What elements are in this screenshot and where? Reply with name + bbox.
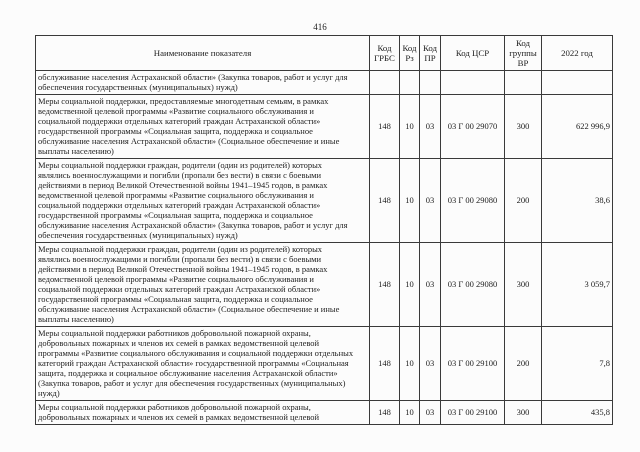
vr-code-cell: 300 [505,243,542,327]
csr-code-cell: 03 Г 00 29070 [441,95,505,159]
indicator-name-cell: Меры социальной поддержки работников добровольной пожарной охраны, добровольных пожарных и членов их семей в рамках ведомственной целевой программы «Развитие социального обслуживания и социальной поддержки отдельных категорий граждан Астраханской области» государственной программы «Социальная защита, поддержка и социальное обслуживание населения Астраханской области» (Закупка товаров, работ и услуг для обеспечения государственных (муниципальных) нужд) [36,327,370,401]
indicator-name-cell: Меры социальной поддержки, предоставляемые многодетным семьям, в рамках ведомственной целевой программы «Развитие социального обслуживания и социальной поддержки отдельных категорий граждан Астраханской области» государственной программы «Социальная защита, поддержка и социальное обслуживание населения Астраханской области» (Социальное обеспечение и иные выплаты населению) [36,95,370,159]
table-row [36,95,613,159]
rz-code-cell: 10 [400,401,420,425]
header-vr-group-code: Код группы ВР [505,36,542,71]
vr-code-cell: 300 [505,95,542,159]
header-grbs-code: Код ГРБС [370,36,400,71]
csr-code-cell: 03 Г 00 29100 [441,327,505,401]
grbs-code-cell: 148 [370,243,400,327]
header-year-2022: 2022 год [542,36,613,71]
vr-code-cell: 300 [505,401,542,425]
table-row [36,243,613,327]
header-csr-code: Код ЦСР [441,36,505,71]
header-rz-code: Код Рз [400,36,420,71]
rz-code-cell: 10 [400,327,420,401]
pr-code-cell: 03 [420,327,441,401]
csr-code-cell [441,71,505,95]
indicator-name-cell: Меры социальной поддержки работников добровольной пожарной охраны, добровольных пожарных и членов их семей в рамках ведомственной целевой [36,401,370,425]
indicator-name-cell: Меры социальной поддержки граждан, родители (один из родителей) которых являлись военнослужащими и погибли (пропали без вести) в связи с боевыми действиями в период Великой Отечественной войны 1941–1945 годов, в рамках ведомственной целевой программы «Развитие социального обслуживания и социальной поддержки отдельных категорий граждан Астраханской области» государственной программы «Социальная защита, поддержка и социальное обслуживание населения Астраханской области» (Закупка товаров, работ и услуг для обеспечения государственных (муниципальных) нужд) [36,159,370,243]
rz-code-cell: 10 [400,159,420,243]
pr-code-cell: 03 [420,401,441,425]
grbs-code-cell: 148 [370,159,400,243]
table-row [36,401,613,425]
csr-code-cell: 03 Г 00 29080 [441,159,505,243]
pr-code-cell: 03 [420,243,441,327]
table-row [36,159,613,243]
table-row [36,327,613,401]
grbs-code-cell: 148 [370,401,400,425]
grbs-code-cell [370,71,400,95]
csr-code-cell: 03 Г 00 29100 [441,401,505,425]
table-row [36,71,613,95]
indicator-name-cell: Меры социальной поддержки граждан, родители (один из родителей) которых являлись военнослужащими и погибли (пропали без вести) в связи с боевыми действиями в период Великой Отечественной войны 1941–1945 годов, в рамках ведомственной целевой программы «Развитие социального обслуживания и социальной поддержки отдельных категорий граждан Астраханской области» государственной программы «Социальная защита, поддержка и социальное обслуживание населения Астраханской области» (Социальное обеспечение и иные выплаты населению) [36,243,370,327]
amount-2022-cell [542,71,613,95]
vr-code-cell [505,71,542,95]
vr-code-cell: 200 [505,327,542,401]
amount-2022-cell: 7,8 [542,327,613,401]
grbs-code-cell: 148 [370,327,400,401]
rz-code-cell: 10 [400,243,420,327]
header-pr-code: Код ПР [420,36,441,71]
indicator-name-cell: обслуживание населения Астраханской области» (Закупка товаров, работ и услуг для обеспечения государственных (муниципальных) нужд) [36,71,370,95]
pr-code-cell: 03 [420,95,441,159]
pr-code-cell [420,71,441,95]
amount-2022-cell: 38,6 [542,159,613,243]
amount-2022-cell: 3 059,7 [542,243,613,327]
table-header-row [36,36,613,71]
amount-2022-cell: 622 996,9 [542,95,613,159]
header-indicator-name: Наименование показателя [36,36,370,71]
csr-code-cell: 03 Г 00 29080 [441,243,505,327]
budget-table [35,35,613,425]
grbs-code-cell: 148 [370,95,400,159]
amount-2022-cell: 435,8 [542,401,613,425]
vr-code-cell: 200 [505,159,542,243]
page-number: 416 [313,22,327,32]
pr-code-cell: 03 [420,159,441,243]
rz-code-cell [400,71,420,95]
rz-code-cell: 10 [400,95,420,159]
